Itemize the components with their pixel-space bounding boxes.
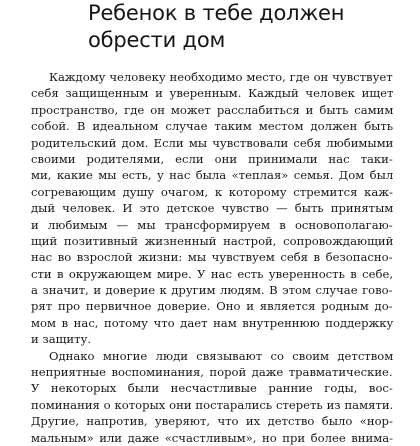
text-line: а значит, и доверие к другим людям. В этом случае гово-: [31, 283, 393, 298]
text-line: и защиту.: [31, 332, 92, 347]
text-line: Другие, напротив, уверяют, что их детство было «нор-: [31, 414, 393, 429]
text-line: мальным» или даже «счастливым», но при более внима-: [31, 430, 394, 445]
text-line: себя защищенным и уверенным. Каждый человек ищет: [31, 86, 394, 101]
text-line: дый человек. И это детское чувство — быть принятым: [31, 201, 394, 216]
chapter-title: [88, 0, 408, 54]
text-line: нас во взрослой жизни: мы чувствуем себя в безопасно-: [31, 250, 393, 265]
text-line: щий позитивный жизненный настрой, сопровождающий: [31, 233, 394, 248]
text-line: рят про первичное доверие. Оно и является родным до-: [31, 299, 393, 314]
text-line: сти в окружающем мире. У нас есть уверенность в себе,: [31, 266, 394, 281]
text-line: мом в нас, потому что дает нам внутреннюю поддержку: [31, 315, 394, 330]
text-line: своими родителями, если они принимали нас таки-: [31, 151, 393, 166]
text-line: собой. В идеальном случае таким местом должен быть: [31, 119, 394, 134]
chapter-title-line: обрести дом: [88, 28, 226, 52]
text-line: согревающим душу очагом, к которому стремится каж-: [31, 184, 393, 199]
text-line: поминания о которых они постарались стереть из памяти.: [31, 397, 394, 412]
paragraph-2: [31, 348, 393, 446]
chapter-title-line: Ребенок в тебе должен: [88, 1, 345, 25]
text-line: неприятные воспоминания, порой даже травматические.: [31, 365, 393, 380]
text-line: и любимым — мы трансформируем в основополагаю-: [31, 217, 393, 232]
text-line: Каждому человеку необходимо место, где он чувствует: [49, 70, 393, 84]
paragraph-1: [31, 69, 393, 348]
text-line: родительский дом. Если мы чувствовали себя любимыми: [31, 135, 394, 150]
text-line: пространство, где он может расслабиться и быть самим: [31, 102, 394, 117]
text-line: Однако многие люди связывают со своим детством: [49, 348, 394, 363]
text-line: У некоторых были несчастливые ранние годы, вос-: [31, 381, 393, 396]
text-line: ми, какие мы есть, у нас была «теплая» семья. Дом был: [31, 168, 394, 183]
body-text: [31, 69, 393, 446]
